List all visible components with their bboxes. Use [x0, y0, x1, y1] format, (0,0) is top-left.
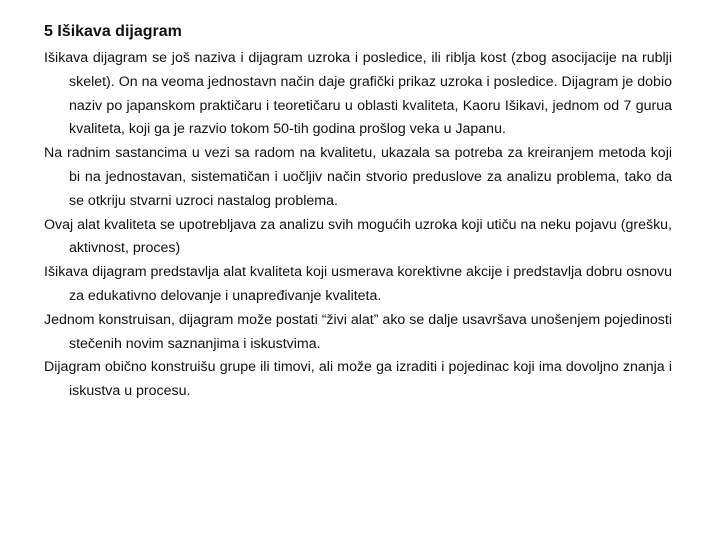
paragraph-usage: Ovaj alat kvaliteta se upotrebljava za analizu svih mogućih uzroka koji utiču na neku pojavu (grešku, aktivnost, proces)	[44, 216, 672, 257]
paragraph-origin: Na radnim sastancima u vezi sa radom na kvalitetu, ukazala sa potreba za kreiranjem metoda koji bi na jednostavan, sistematičan i uočljiv način stvorio preduslove za analizu problema, tako da se otkriju stvarni uzroci nastalog problema.	[44, 145, 672, 209]
paragraph-construction: Dijagram obično konstruišu grupe ili timovi, ali može ga izraditi i pojedinac koji ima dovoljno znanja i iskustva u procesu.	[44, 359, 672, 400]
slide-title: 5 Išikava dijagram	[44, 23, 182, 40]
paragraph-living-tool: Jednom konstruisan, dijagram može postati “živi alat” ako se dalje usavršava unošenjem pojedinosti stečenih novim saznanjima i iskustvima.	[44, 311, 672, 352]
paragraph-purpose: Išikava dijagram predstavlja alat kvaliteta koji usmerava korektivne akcije i predstavlja dobru osnovu za edukativno delovanje i unapređivanje kvaliteta.	[44, 264, 672, 304]
slide-body	[44, 47, 672, 404]
paragraph-definition: Išikava dijagram se još naziva i dijagram uzroka i posledice, ili riblja kost (zbog asocijacije na rublji skelet). On na veoma jednostavn način daje grafički prikaz uzroka i posledice. Dijagram je dobio naziv po japanskom praktičaru i teoretičaru u oblasti kvaliteta, Kaoru Išikavi, jednom od 7 gurua kvaliteta, koji ga je razvio tokom 50-tih godina prošlog veka u Japanu.	[44, 50, 672, 138]
